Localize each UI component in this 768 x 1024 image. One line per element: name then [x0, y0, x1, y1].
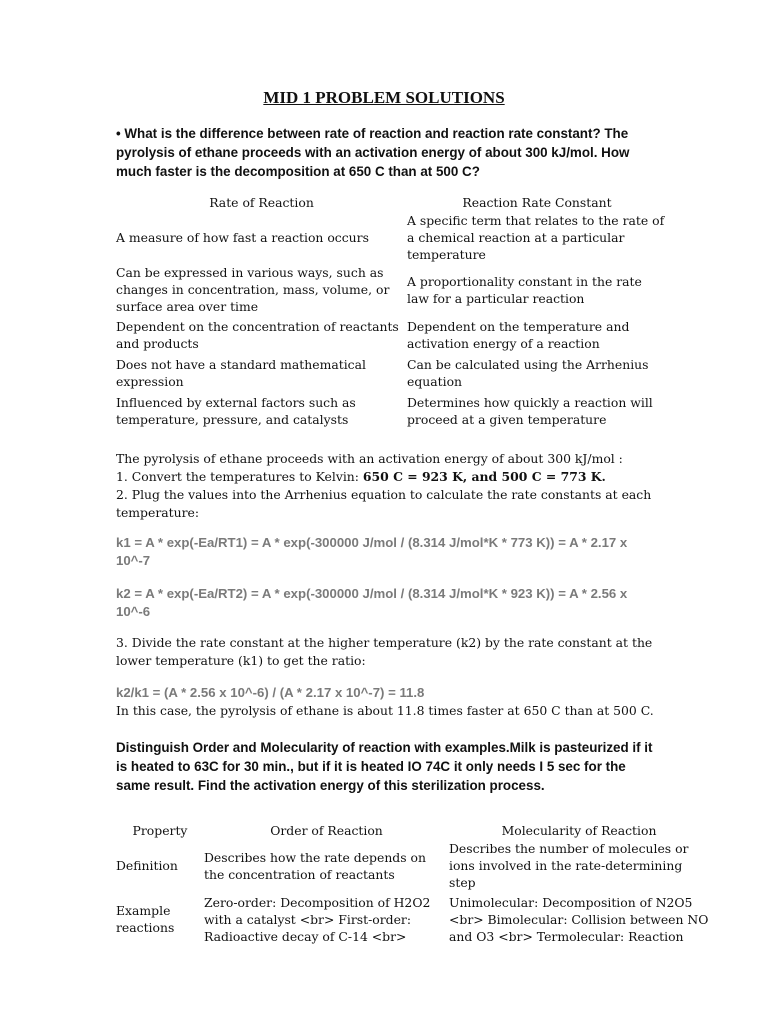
table-cell: Unimolecular: Decomposition of N2O5 <br> Bimolecular: Collision between NO and O3 <br> Termolecular: Reaction	[449, 894, 709, 944]
question-2: Distinguish Order and Molecularity of reaction with examples.Milk is pasteurized if it is heated to 63C for 30 min., but if it is heated IO 74C it only needs I 5 sec for the same result. Find the activation energy of this sterilization process.	[116, 740, 653, 793]
table-header-row	[116, 820, 709, 840]
table-row	[116, 211, 667, 263]
k2-formula: k2 = A * exp(-Ea/RT2) = A * exp(-300000 J/mol / (8.314 J/mol*K * 923 K)) = A * 2.56 x 10^-6	[116, 586, 628, 619]
table-cell: Determines how quickly a reaction will proceed at a given temperature	[407, 395, 653, 427]
table-cell: A measure of how fast a reaction occurs	[116, 229, 369, 245]
table-row	[116, 840, 709, 891]
table-header: Molecularity of Reaction	[501, 822, 657, 838]
table-cell: A specific term that relates to the rate of a chemical reaction at a particular temperature	[407, 212, 665, 262]
ratio-formula: k2/k1 = (A * 2.56 x 10^-6) / (A * 2.17 x 10^-7) = 11.8	[116, 685, 425, 700]
table-header: Reaction Rate Constant	[462, 194, 612, 210]
question-1: • What is the difference between rate of reaction and reaction rate constant? The pyrolysis of ethane proceeds with an activation energy of about 300 kJ/mol. How much faster is the decomposition at 650 C than at 500 C?	[116, 126, 630, 179]
table-cell: Can be calculated using the Arrhenius equation	[407, 357, 649, 389]
table-header: Rate of Reaction	[209, 194, 314, 210]
solution-steps	[116, 450, 656, 522]
step-3-text: 3. Divide the rate constant at the higher temperature (k2) by the rate constant at the lower temperature (k1) to get the ratio:	[116, 635, 653, 668]
solution-intro: The pyrolysis of ethane proceeds with an activation energy of about 300 kJ/mol :	[116, 451, 623, 466]
comparison-table-rate	[116, 193, 667, 430]
table-header: Property	[132, 822, 188, 838]
table-row	[116, 891, 709, 947]
table-cell: Dependent on the temperature and activation energy of a reaction	[407, 319, 630, 351]
table-header: Order of Reaction	[270, 822, 383, 838]
k1-formula: k1 = A * exp(-Ea/RT1) = A * exp(-300000 J/mol / (8.314 J/mol*K * 773 K)) = A * 2.17 x 10^-7	[116, 535, 628, 568]
table-row	[116, 316, 667, 354]
page-title: MID 1 PROBLEM SOLUTIONS	[263, 88, 505, 107]
table-row	[116, 392, 667, 430]
table-cell: Definition	[116, 858, 178, 873]
table-row	[116, 263, 667, 316]
table-cell: Describes how the rate depends on the concentration of reactants	[204, 849, 426, 882]
table-cell: Does not have a standard mathematical expression	[116, 357, 366, 389]
table-row	[116, 354, 667, 392]
table-cell: Influenced by external factors such as temperature, pressure, and catalysts	[116, 395, 356, 427]
table-header-row	[116, 193, 667, 211]
table-cell: Describes the number of molecules or ions involved in the rate-determining step	[449, 841, 689, 890]
table-cell: Zero-order: Decomposition of H2O2 with a catalyst <br> First-order: Radioactive decay of C-14 <br>	[204, 894, 431, 944]
step-1-label: 1. Convert the temperatures to Kelvin:	[116, 469, 363, 484]
comparison-table-order	[116, 820, 709, 947]
table-cell: Example reactions	[116, 903, 175, 935]
table-cell: A proportionality constant in the rate law for a particular reaction	[407, 273, 642, 306]
step-2-text: 2. Plug the values into the Arrhenius equation to calculate the rate constants at each temperature:	[116, 487, 652, 520]
table-cell: Can be expressed in various ways, such as changes in concentration, mass, volume, or surface area over time	[116, 265, 390, 314]
table-cell: Dependent on the concentration of reactants and products	[116, 319, 399, 351]
step-1-result: 650 C = 923 K, and 500 C = 773 K.	[362, 469, 606, 484]
solution-conclusion: In this case, the pyrolysis of ethane is about 11.8 times faster at 650 C than at 500 C.	[116, 703, 654, 718]
